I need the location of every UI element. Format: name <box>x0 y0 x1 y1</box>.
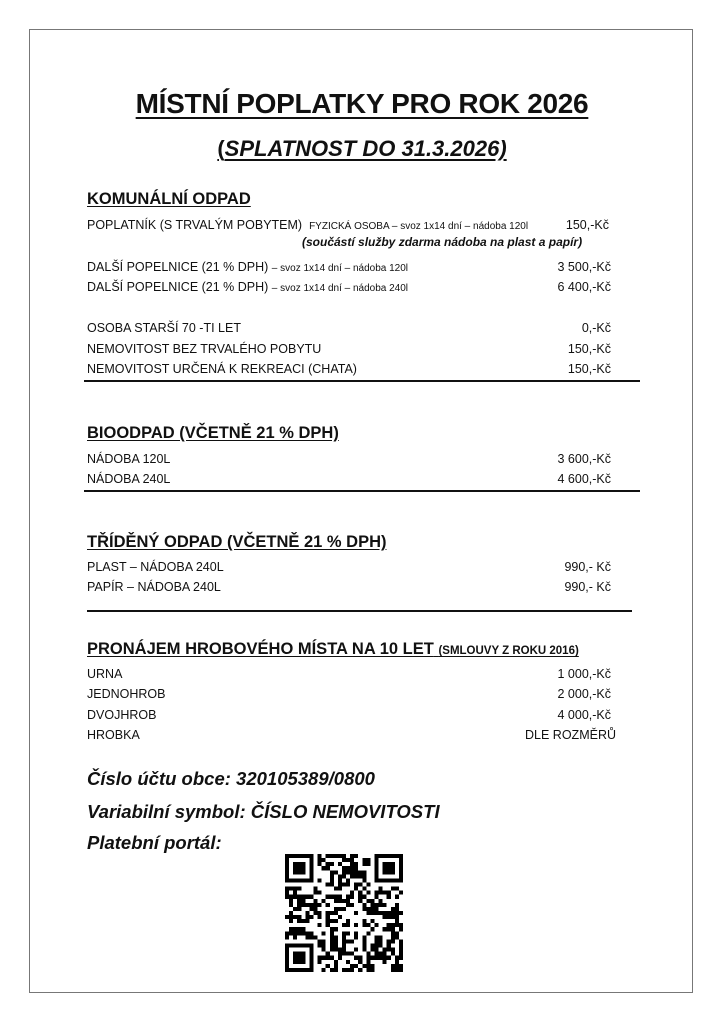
fee-row <box>87 360 611 378</box>
section-heading-hrob: PRONÁJEM HROBOVÉHO MÍSTA NA 10 LET (SMLOUVY Z ROKU 2016) <box>87 640 579 658</box>
fee-price: 150,-Kč <box>567 342 611 356</box>
payment-portal-label: Platební portál: <box>87 832 222 853</box>
fee-price: 4 600,-Kč <box>557 472 611 486</box>
qr-finder <box>293 952 305 964</box>
variable-symbol: Variabilní symbol: ČÍSLO NEMOVITOSTI <box>87 801 440 822</box>
fee-price: 3 500,-Kč <box>557 260 611 274</box>
fee-price: 3 600,-Kč <box>557 452 611 466</box>
fee-price: 2 000,-Kč <box>557 687 611 701</box>
fee-row <box>87 319 611 337</box>
fee-label: PAPÍR – NÁDOBA 240L <box>87 580 221 594</box>
fee-price: DLE ROZMĚRŮ <box>525 728 616 742</box>
fee-label: PLAST – NÁDOBA 240L <box>87 560 224 574</box>
fee-label: NEMOVITOST BEZ TRVALÉHO POBYTU <box>87 342 322 356</box>
document-title: MÍSTNÍ POPLATKY PRO ROK 2026 <box>135 88 589 119</box>
section-heading-komunalni: KOMUNÁLNÍ ODPAD <box>87 190 251 208</box>
fee-price: 1 000,-Kč <box>557 667 611 681</box>
fee-label: DALŠÍ POPELNICE (21 % DPH) – svoz 1x14 dní – nádoba 120l <box>87 260 409 274</box>
fee-price: 0,-Kč <box>581 321 611 335</box>
fee-price: 990,- Kč <box>564 580 611 594</box>
document-subtitle <box>0 136 724 162</box>
fee-label: DVOJHROB <box>87 708 157 722</box>
fee-row <box>87 258 611 276</box>
fee-row <box>87 558 611 576</box>
subtitle-paren: ( <box>217 136 225 161</box>
fee-note: (součástí služby zdarma nádoba na plast a papír) <box>302 235 583 249</box>
section-divider <box>87 610 632 612</box>
fee-label: NÁDOBA 120L <box>87 452 171 466</box>
qr-finder <box>383 862 395 874</box>
fee-row <box>87 216 611 234</box>
fee-row <box>87 340 611 358</box>
fee-row <box>87 665 611 683</box>
section-divider <box>84 380 640 382</box>
fee-price: 150,-Kč <box>565 218 609 232</box>
fee-row <box>87 685 611 703</box>
fee-price: 990,- Kč <box>564 560 611 574</box>
fee-label: DALŠÍ POPELNICE (21 % DPH) – svoz 1x14 dní – nádoba 240l <box>87 280 409 294</box>
fee-price: 4 000,-Kč <box>557 708 611 722</box>
fee-label: NÁDOBA 240L <box>87 472 171 486</box>
fee-label: JEDNOHROB <box>87 687 166 701</box>
section-heading-trideny: TŘÍDĚNÝ ODPAD (VČETNĚ 21 % DPH) <box>87 533 387 551</box>
qr-code-icon[interactable] <box>285 854 403 972</box>
fee-row <box>87 706 611 724</box>
fee-label: HROBKA <box>87 728 140 742</box>
section-heading-bioodpad: BIOODPAD (VČETNĚ 21 % DPH) <box>87 424 339 442</box>
fee-label: POPLATNÍK (S TRVALÝM POBYTEM) FYZICKÁ OSOBA – svoz 1x14 dní – nádoba 120l <box>87 218 529 232</box>
fee-row <box>87 450 611 468</box>
fee-row <box>87 470 611 488</box>
section-divider <box>84 490 640 492</box>
fee-price: 6 400,-Kč <box>557 280 611 294</box>
fee-row <box>87 578 611 596</box>
fee-label: NEMOVITOST URČENÁ K REKREACI (CHATA) <box>87 362 357 376</box>
fee-label: OSOBA STARŠÍ 70 -TI LET <box>87 321 241 335</box>
fee-label: URNA <box>87 667 123 681</box>
subtitle-text: SPLATNOST DO 31.3.2026) <box>224 136 507 161</box>
account-number: Číslo účtu obce: 320105389/0800 <box>87 768 375 789</box>
fee-price: 150,-Kč <box>567 362 611 376</box>
qr-finder <box>293 862 305 874</box>
fee-row <box>87 726 616 744</box>
fee-row <box>87 278 611 296</box>
